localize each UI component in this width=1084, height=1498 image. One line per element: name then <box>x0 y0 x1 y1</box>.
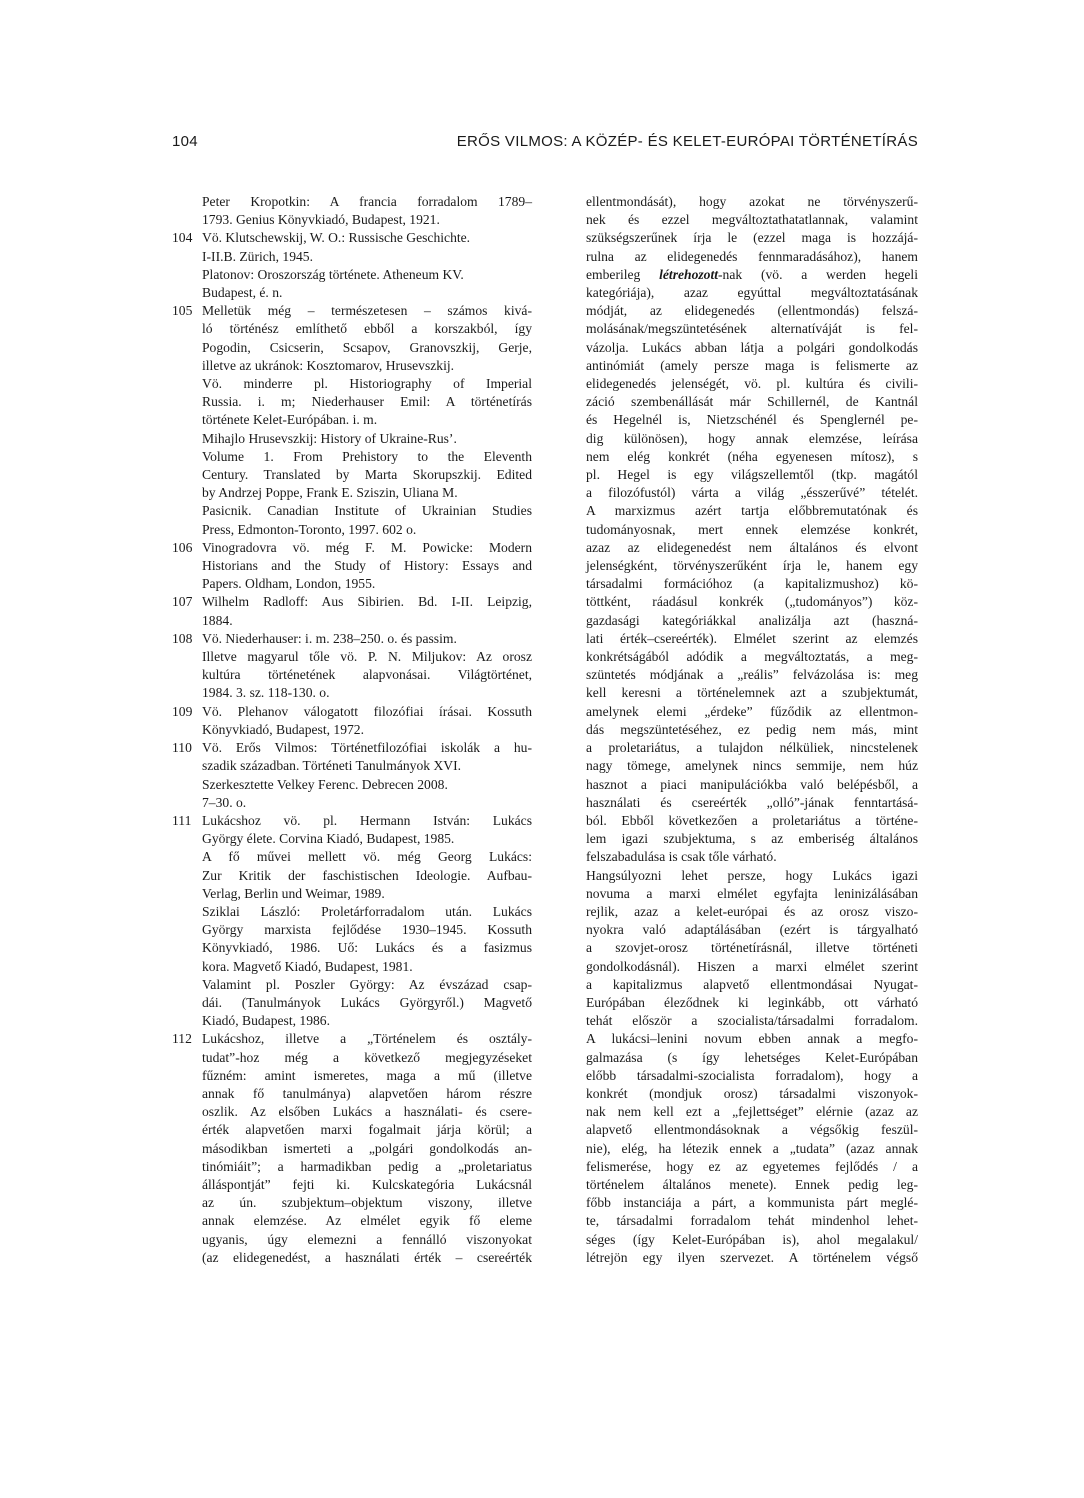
footnote-line: az ún. szubjektum–objektum viszony, illetve <box>202 1195 532 1211</box>
footnote-line: 7–30. o. <box>202 794 247 810</box>
footnote-line: I-II.B. Zürich, 1945. <box>202 248 313 264</box>
footnote-line: Vö. Klutschewskij, W. O.: Russische Geschichte. <box>202 230 471 246</box>
body-paragraph <box>586 193 918 867</box>
body-line: konkrétságából adódik a megváltoztatás, a meg- <box>586 649 918 665</box>
footnote-line: Verlag, Berlin und Weimar, 1989. <box>202 885 385 901</box>
footnote <box>172 302 532 539</box>
body-line: azaz az elidegenedést nem általános és elvont <box>586 539 918 555</box>
footnote-line: Lukácshoz, illetve a „Történelem és osztály- <box>202 1031 532 1047</box>
body-line: módját, az elidegenedés (ellentmondás) felszá- <box>586 303 918 319</box>
body-line: A marxizmus azért tartja előbbremutatónak és <box>586 503 918 519</box>
footnote <box>172 593 532 629</box>
body-line: és Hegelnél is, Nietzschénél és Spenglernél pe- <box>586 412 918 428</box>
body-line: emberileg létrehozott-nak (vö. a werden hegeli <box>586 266 918 282</box>
footnote-line: álláspontját” fejti ki. Kulcskategória Lukácsnál <box>202 1176 532 1192</box>
body-line: nyokra való adaptálásában (ezért is tárgyalható <box>586 922 918 938</box>
body-line: a filozófustól) várta a világ „ésszerűvé” tételét. <box>586 485 918 501</box>
body-line: szükségszerűnek írja le (ezzel maga is hozzájá- <box>586 230 918 246</box>
footnote-line: dái. (Tanulmányok Lukács Györgyről.) Magvető <box>202 994 532 1010</box>
body-line: gondolkodásnál). Hiszen a marxi elmélet szerint <box>586 958 918 974</box>
footnote-line: kora. Magvető Kiadó, Budapest, 1981. <box>202 958 413 974</box>
body-line: főbb instanciája a párt, a kommunista párt meglé- <box>586 1195 918 1211</box>
body-paragraph <box>586 867 918 1267</box>
body-line: rejlik, azaz a kelet-európai és az orosz viszo- <box>586 903 918 919</box>
footnote-number: 106 <box>172 539 193 555</box>
body-line: nem elég konkrét (néha egyenesen mítosz), s <box>586 448 918 464</box>
footnote-line: illetve az ukránok: Kosztomarov, Hrusevszkij. <box>202 357 455 373</box>
body-line: dás megszüntetéséhez, ez pedig nem más, mint <box>586 721 918 737</box>
footnote <box>172 1030 532 1267</box>
body-line: tehát először a szocialista/társadalmi forradalom. <box>586 1013 918 1029</box>
body-line: kategóriája), azaz egyúttal megváltoztatásának <box>586 285 918 301</box>
footnote-line: Szerkesztette Velkey Ferenc. Debrecen 2008. <box>202 776 448 792</box>
footnote-line: tudat”-hoz még a következő megjegyzéseket <box>202 1049 532 1065</box>
body-line: történelem általános menete). Ennek pedig leg- <box>586 1176 918 1192</box>
body-line: nie), elég, ha létezik ennek a „tudata” (azaz annak <box>586 1140 918 1156</box>
footnote-line: Sziklai László: Proletárforradalom után. Lukács <box>202 903 532 919</box>
footnote-line: Platonov: Oroszország története. Atheneum KV. <box>202 266 464 282</box>
footnote-line: Century. Translated by Marta Skorupszkij. Edited <box>202 467 532 483</box>
body-line: te, társadalmi forradalom tehát mindenhol lehet- <box>586 1213 918 1229</box>
body-line: a proletariátus, a tulajdon nélküliek, nincstelenek <box>586 740 918 756</box>
footnote-line: Zur Kritik der faschistischen Ideologie. Aufbau- <box>202 867 532 883</box>
footnote-number: 110 <box>172 740 192 756</box>
footnote-line: Melletük még – természetesen – számos kivá- <box>202 303 532 319</box>
footnote <box>172 630 532 703</box>
footnote-line: György élete. Corvina Kiadó, Budapest, 1985. <box>202 831 455 847</box>
footnote <box>172 703 532 739</box>
footnote-line: A fő művei mellett vö. még Georg Lukács: <box>202 849 532 865</box>
footnote-line: érték alapvetően marxi fogalmait járja körül; a <box>202 1122 532 1138</box>
body-line: felismerése, hogy ez az egyetemes fejlődés / a <box>586 1158 918 1174</box>
body-line: amelynek elemi „érdeke” fűződik az ellentmon- <box>586 703 918 719</box>
footnote-number: 112 <box>172 1031 192 1047</box>
footnote-line: by Andrzej Poppe, Frank E. Sziszin, Uliana M. <box>202 485 458 501</box>
body-line: pl. Hegel is egy világszellemtől (tkp. magától <box>586 467 918 483</box>
footnote-line: György marxista fejlődése 1930–1945. Kossuth <box>202 922 532 938</box>
footnote-number: 105 <box>172 303 193 319</box>
body-line: felszabadulása is csak tőle várható. <box>586 849 777 865</box>
footnote-line: oszlik. Az elsőben Lukács a használati- és csere- <box>202 1104 532 1120</box>
body-line: séges (így Kelet-Európában is), ahol megalakul/ <box>586 1231 918 1247</box>
footnote-line: Könyvkiadó, 1986. Uő: Lukács és a fasizmus <box>202 940 532 956</box>
footnote <box>172 229 532 302</box>
footnote <box>172 739 532 812</box>
footnote-line: 1884. <box>202 612 233 628</box>
footnote-line: szadik században. Történeti Tanulmányok XVI. <box>202 758 462 774</box>
footnote-line: ugyanis, úgy elemezni a fennálló viszonyokat <box>202 1231 532 1247</box>
body-line: társadalmi formációhoz (a kapitalizmushoz) kö- <box>586 576 918 592</box>
footnote-line: 1793. Genius Könyvkiadó, Budapest, 1921. <box>202 212 440 228</box>
footnote-line: (az elidegenedést, a használati érték – csereérték <box>202 1249 532 1265</box>
footnote-line: Lukácshoz vö. pl. Hermann István: Lukács <box>202 812 532 828</box>
body-line: A lukácsi–lenini novum ebben annak a megfo- <box>586 1031 918 1047</box>
footnote-line: Budapest, é. n. <box>202 285 283 301</box>
footnote-number: 108 <box>172 630 193 646</box>
body-line: alapvető ellentmondásoknak a végsőkig feszül- <box>586 1122 918 1138</box>
body-line: vázolja. Lukács abban látja a polgári gondolkodás <box>586 339 918 355</box>
footnote-line: 1984. 3. sz. 118-130. o. <box>202 685 330 701</box>
footnote <box>172 539 532 594</box>
body-line: gazdasági kategóriákkal analizálja azt (haszná- <box>586 612 918 628</box>
footnote-line: Vö. minderre pl. Historiography of Imperial <box>202 376 532 392</box>
footnote-line: Russia. i. m; Niederhauser Emil: A történetírás <box>202 394 532 410</box>
footnote-line: Papers. Oldham, London, 1955. <box>202 576 376 592</box>
footnote-line: Valamint pl. Poszler György: Az évszázad csap- <box>202 976 532 992</box>
body-line: nagy tömege, amelynek nincs semmije, nem húz <box>586 758 918 774</box>
running-title: ERŐS VILMOS: A KÖZÉP- ÉS KELET-EURÓPAI TÖRTÉNETÍRÁS <box>456 133 918 150</box>
footnote-number: 111 <box>172 812 192 828</box>
footnote-line: Könyvkiadó, Budapest, 1972. <box>202 721 364 737</box>
body-line: rulna az elidegenedés fennmaradásához), hanem <box>586 248 918 264</box>
footnote-number: 107 <box>172 594 193 610</box>
footnote <box>172 193 532 229</box>
body-line: kell keresni a történelemnek azt a szubjektumát, <box>586 685 918 701</box>
footnote-line: Volume 1. From Prehistory to the Eleventh <box>202 448 532 464</box>
body-line: használati és csereérték „olló”-jának fenntartásá- <box>586 794 918 810</box>
body-line: tudományosnak, mert ennek elemzése konkrét, <box>586 521 918 537</box>
footnote-line: kultúra történetének alapvonásai. Világtörténet, <box>202 667 532 683</box>
footnote-line: Mihajlo Hrusevszkij: History of Ukraine-Rus’. <box>202 430 457 446</box>
footnote-line: Wilhelm Radloff: Aus Sibirien. Bd. I-II. Leipzig, <box>202 594 532 610</box>
body-line: a szovjet-orosz történetírásnál, illetve történeti <box>586 940 918 956</box>
page-header <box>172 133 918 157</box>
body-line: előbb társadalmi-szocialista forradalom), hogy a <box>586 1067 918 1083</box>
footnote-line: Vinogradovra vö. még F. M. Powicke: Modern <box>202 539 532 555</box>
footnote <box>172 812 532 1030</box>
footnote-line: annak elemzése. Az elmélet egyik fő eleme <box>202 1213 532 1229</box>
footnote-line: ló történész említhető ebből a korszakból, így <box>202 321 532 337</box>
body-line: nek és ezzel megváltoztathatatlannak, valamint <box>586 212 918 228</box>
footnote-line: Kiadó, Budapest, 1986. <box>202 1013 330 1029</box>
body-line: konkrét (mondjuk orosz) társadalmi viszonyok- <box>586 1085 918 1101</box>
body-line: ból. Ebből következően a proletariátus a történe- <box>586 812 918 828</box>
footnote-line: másodikban ismerteti a „polgári gondolkodás an- <box>202 1140 532 1156</box>
body-line: ellentmondását), hogy azokat ne törvényszerű- <box>586 194 918 209</box>
body-line: molásának/megszüntetésének alternatíváját is fel- <box>586 321 918 337</box>
body-line: szüntetés módjának a „reális” felvázolása is: meg <box>586 667 918 683</box>
footnote-line: annak fő tanulmánya) alapvetően három részre <box>202 1085 532 1101</box>
page-number: 104 <box>172 133 198 150</box>
body-line: a kapitalizmus alapvető ellentmondásai Nyugat- <box>586 976 918 992</box>
body-line: jelenségként, törvényszerűként írja le, hanem egy <box>586 558 918 574</box>
body-line: lati érték–csereérték). Elmélet szerint az elemzés <box>586 630 918 646</box>
body-line: záció szembenállását már Schillernél, de Kantnál <box>586 394 918 410</box>
body-line: hasznot a piaci manipulációkba való belépésből, a <box>586 776 918 792</box>
footnote-line: Vö. Plehanov válogatott filozófiai írásai. Kossuth <box>202 703 532 719</box>
footnote-line: Pasicnik. Canadian Institute of Ukrainian Studies <box>202 503 532 519</box>
body-line: töttként, ráadásul konkrék („tudományos”) köz- <box>586 594 918 610</box>
body-line: novuma a marxi elmélet egyfajta leninizálásában <box>586 885 918 901</box>
footnote-line: története Kelet-Európában. i. m. <box>202 412 378 428</box>
footnote-number: 109 <box>172 703 193 719</box>
footnote-line: tinómiáit”; a harmadikban pedig a „proletariatus <box>202 1158 532 1174</box>
footnote-line: Press, Edmonton-Toronto, 1997. 602 o. <box>202 521 417 537</box>
footnotes-column <box>172 193 532 1267</box>
footnote-line: Historians and the Study of History: Essays and <box>202 558 532 574</box>
footnote-line: Peter Kropotkin: A francia forradalom 1789– <box>202 194 532 209</box>
body-line: Hangsúlyozni lehet persze, hogy Lukács igazi <box>586 867 918 883</box>
body-line: Európában éleződnek ki leginkább, ott várható <box>586 994 918 1010</box>
footnote-line: Vö. Niederhauser: i. m. 238–250. o. és passim. <box>202 630 457 646</box>
footnote-line: Illetve magyarul tőle vö. P. N. Miljukov: Az orosz <box>202 649 532 665</box>
body-line: elidegenedés jelenségét, vö. pl. kultúra és civili- <box>586 376 918 392</box>
body-line: antinómiát (amely persze maga is felismerte az <box>586 357 918 373</box>
body-line: galmazása (s így lehetséges Kelet-Európában <box>586 1049 918 1065</box>
footnote-line: Vö. Erős Vilmos: Történetfilozófiai iskolák a hu- <box>202 740 532 756</box>
body-text-column <box>586 193 918 1267</box>
body-line: dig különösen), hogy annak elemzése, leírása <box>586 430 918 446</box>
body-line: nak nem kell ezt a „fejlettséget” elérnie (azaz az <box>586 1104 918 1120</box>
body-line: lem igazi szubjektuma, s az emberiség általános <box>586 831 918 847</box>
footnote-number: 104 <box>172 230 193 246</box>
footnote-line: Pogodin, Csicserin, Scsapov, Granovszkij, Gerje, <box>202 339 532 355</box>
body-line: létrejön egy ilyen szervezet. A történelem végső <box>586 1249 918 1265</box>
footnote-line: fűzném: amint ismeretes, maga a mű (illetve <box>202 1067 532 1083</box>
